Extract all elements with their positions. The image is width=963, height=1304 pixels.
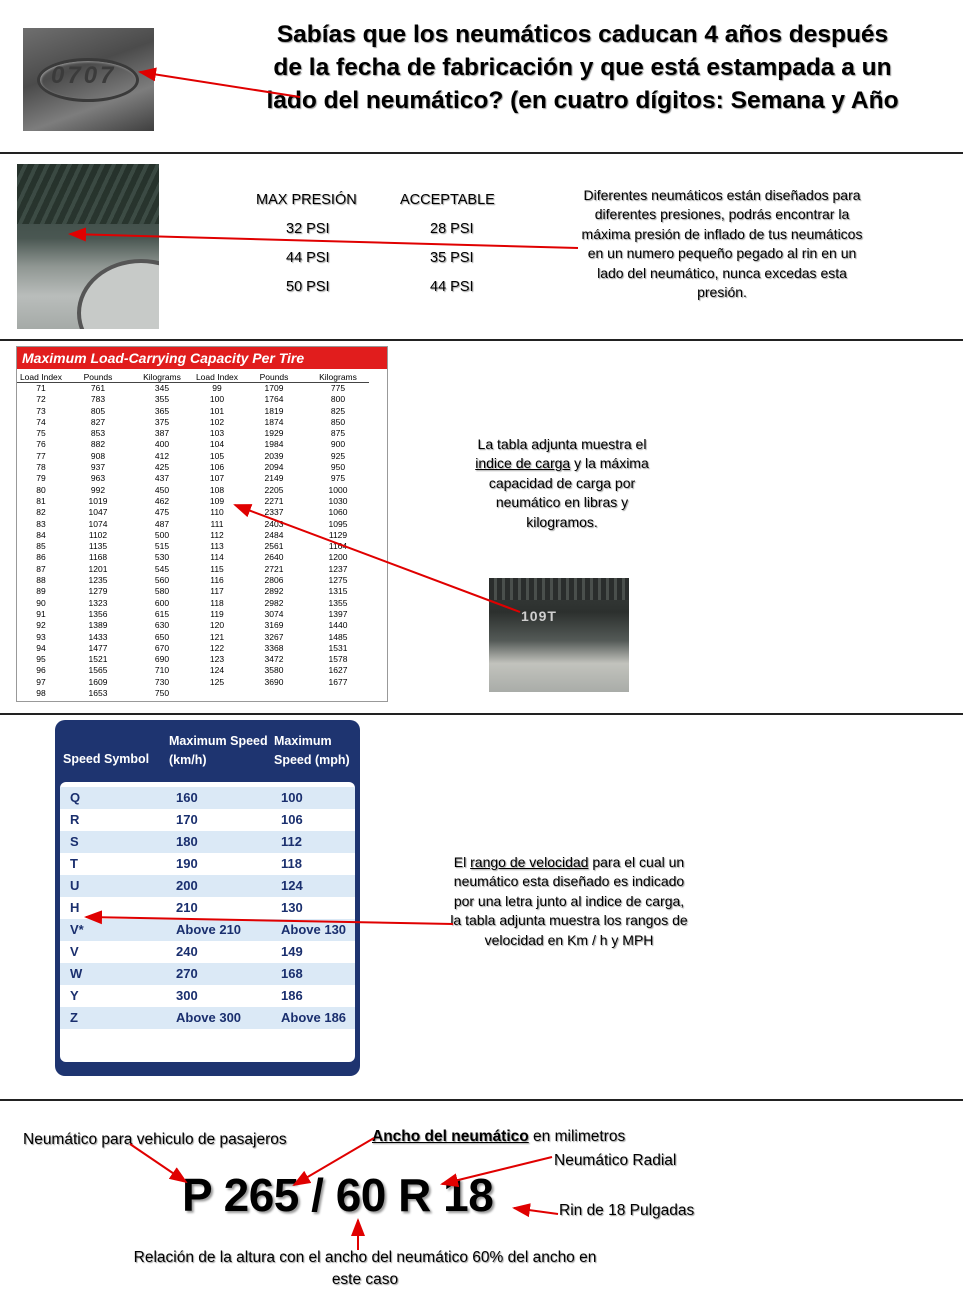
load-table-cell: 937 bbox=[90, 462, 106, 473]
load-table-cell: 412 bbox=[154, 450, 170, 461]
load-table-cell: 487 bbox=[154, 518, 170, 529]
speed-kmh-cell: 240 bbox=[176, 944, 198, 959]
load-table-cell: 3580 bbox=[264, 665, 284, 676]
load-table-row bbox=[17, 552, 369, 563]
load-table-cell: 800 bbox=[330, 394, 346, 405]
load-table-cell: 2561 bbox=[264, 541, 284, 552]
load-table-cell: 750 bbox=[154, 688, 170, 699]
pressure-acc-3: 44 PSI bbox=[430, 279, 474, 295]
load-table-row bbox=[17, 394, 369, 405]
load-index-link: indice de carga bbox=[475, 455, 571, 472]
speed-kmh-cell: 190 bbox=[176, 856, 198, 871]
speed-note-pre: El bbox=[453, 854, 471, 870]
load-table-row bbox=[17, 462, 369, 473]
load-table-cell: 783 bbox=[90, 394, 106, 405]
load-table-cell bbox=[307, 688, 369, 699]
speed-header-kmh: Maximum Speed (km/h) bbox=[169, 734, 268, 767]
load-table-row bbox=[17, 586, 369, 597]
width-link: Ancho del neumático bbox=[372, 1128, 529, 1145]
load-table-cell: 1531 bbox=[328, 642, 348, 653]
speed-mph-cell: 100 bbox=[281, 790, 303, 805]
load-table-cell: 825 bbox=[330, 405, 346, 416]
speed-mph-cell: 130 bbox=[281, 900, 303, 915]
load-table-cell: 2337 bbox=[264, 507, 284, 518]
load-table-cell: 71 bbox=[36, 383, 46, 393]
speed-kmh-cell: 160 bbox=[176, 790, 198, 805]
load-table-cell: 107 bbox=[209, 473, 225, 484]
load-table-cell: 630 bbox=[154, 620, 170, 631]
load-table-cell: 1929 bbox=[264, 428, 284, 439]
speed-table-row bbox=[60, 853, 355, 875]
load-table-cell: 1323 bbox=[88, 597, 108, 608]
load-table-cell: 1677 bbox=[328, 676, 348, 687]
load-table-cell: 2892 bbox=[264, 586, 284, 597]
load-table-cell: 450 bbox=[154, 484, 170, 495]
tire-size-code: P 265 / 60 R 18 bbox=[182, 1169, 494, 1221]
speed-symbol-cell: V bbox=[70, 944, 79, 959]
load-table-cell: 1129 bbox=[328, 529, 348, 540]
speed-mph-cell: 168 bbox=[281, 966, 303, 981]
speed-table-row bbox=[60, 1007, 355, 1029]
load-table-cell: 875 bbox=[330, 428, 346, 439]
expiry-title: Sabías que los neumáticos caducan 4 años después de la fecha de fabricación y que está estampada a un lado del neumático? (en cuatro dígitos: Semana y Año bbox=[266, 21, 899, 114]
speed-table-row bbox=[60, 897, 355, 919]
load-table-cell: 1389 bbox=[88, 620, 108, 631]
load-table-row bbox=[17, 677, 369, 688]
load-table-row bbox=[17, 507, 369, 518]
load-table-cell: 75 bbox=[36, 428, 46, 439]
speed-header-symbol: Speed Symbol bbox=[63, 752, 150, 766]
load-table-cell: 111 bbox=[210, 518, 224, 529]
load-table-cell: 425 bbox=[154, 462, 170, 473]
load-table-cell: 1578 bbox=[328, 654, 348, 665]
load-table-cell: 730 bbox=[154, 676, 170, 687]
load-table-cell: 118 bbox=[210, 597, 224, 608]
load-table-row bbox=[17, 417, 369, 428]
load-table-row bbox=[17, 519, 369, 530]
load-column-header: Load Index bbox=[17, 372, 65, 383]
load-table-cell: 113 bbox=[210, 541, 224, 552]
load-table-cell: 615 bbox=[154, 608, 170, 619]
load-table-cell: 1275 bbox=[328, 575, 348, 586]
load-table-cell: 94 bbox=[36, 642, 46, 653]
load-table-cell: 1164 bbox=[328, 541, 348, 552]
load-table-cell: 76 bbox=[36, 439, 46, 450]
load-table-row bbox=[17, 383, 369, 395]
load-table-cell: 73 bbox=[36, 405, 46, 416]
speed-kmh-cell: 200 bbox=[176, 878, 198, 893]
load-table-cell: 1356 bbox=[88, 608, 108, 619]
load-table-cell: 74 bbox=[36, 416, 46, 427]
speed-table-row bbox=[60, 963, 355, 985]
load-table-cell: 462 bbox=[154, 495, 170, 506]
load-table-cell: 95 bbox=[36, 654, 46, 665]
load-table-cell: 117 bbox=[210, 586, 224, 597]
load-table-row bbox=[17, 654, 369, 665]
load-table-cell: 1477 bbox=[88, 642, 108, 653]
pressure-header-max: MAX PRESIÓN bbox=[256, 192, 357, 208]
load-stamp-text: 109T bbox=[521, 608, 557, 624]
load-table-cell: 1237 bbox=[328, 563, 348, 574]
speed-range-link: rango de velocidad bbox=[470, 854, 589, 870]
speed-header-mph: Maximum Speed (mph) bbox=[274, 734, 350, 767]
speed-symbol-cell: Z bbox=[70, 1010, 78, 1025]
load-table-cell: 2271 bbox=[264, 495, 284, 506]
load-table-cell: 1397 bbox=[328, 608, 348, 619]
width-label bbox=[372, 1128, 625, 1146]
load-table-cell: 882 bbox=[90, 439, 106, 450]
pressure-max-3: 50 PSI bbox=[286, 279, 330, 295]
load-table-cell: 1047 bbox=[88, 507, 108, 518]
load-table-cell: 775 bbox=[330, 383, 346, 393]
tire-date-photo bbox=[23, 28, 154, 131]
rim-label: Rin de 18 Pulgadas bbox=[559, 1202, 695, 1219]
radial-label: Neumático Radial bbox=[554, 1152, 677, 1169]
load-table-row bbox=[17, 428, 369, 439]
load-table-cell: 1874 bbox=[264, 416, 284, 427]
speed-table-row bbox=[60, 831, 355, 853]
load-table-cell: 3267 bbox=[264, 631, 284, 642]
load-table-cell: 365 bbox=[154, 405, 170, 416]
load-table-cell: 1095 bbox=[328, 518, 348, 529]
load-table-cell: 437 bbox=[154, 473, 170, 484]
load-table-cell: 3368 bbox=[264, 642, 284, 653]
load-table-cell: 83 bbox=[36, 518, 46, 529]
speed-table-row bbox=[60, 985, 355, 1007]
load-table-cell: 121 bbox=[209, 631, 225, 642]
speed-symbol-cell: V* bbox=[70, 922, 84, 937]
speed-symbol-cell: R bbox=[70, 812, 80, 827]
load-table-cell: 1565 bbox=[88, 665, 108, 676]
load-table-cell: 387 bbox=[154, 428, 170, 439]
speed-note-post: para el cual un neumático esta diseñado es indicado por una letra junto al indice de carga, la tabla adjunta muestra los rangos de velocidad en Km / h y MPH bbox=[450, 854, 688, 948]
load-table-cell: 1709 bbox=[264, 383, 284, 393]
load-table-cell: 1279 bbox=[88, 586, 108, 597]
load-table-cell: 2640 bbox=[264, 552, 284, 563]
load-table-row bbox=[17, 609, 369, 620]
passenger-label: Neumático para vehiculo de pasajeros bbox=[23, 1131, 287, 1148]
speed-mph-cell: Above 130 bbox=[281, 922, 347, 937]
load-table-cell: 119 bbox=[210, 608, 224, 619]
load-column-header: Kilograms bbox=[131, 372, 193, 383]
load-table-cell: 1201 bbox=[88, 563, 108, 574]
load-column-header: Kilograms bbox=[307, 372, 369, 383]
pressure-note: Diferentes neumáticos están diseñados para diferentes presiones, podrás encontrar la máxima presión de inflado de tus neumáticos en un numero pequeño pegado al rin en un lado del neumático, nunca excedas esta presión. bbox=[581, 187, 863, 301]
speed-table-row bbox=[60, 875, 355, 897]
load-table-cell: 2484 bbox=[264, 529, 284, 540]
load-table-cell: 1521 bbox=[88, 654, 108, 665]
load-table-cell: 99 bbox=[212, 383, 222, 393]
load-table-cell: 84 bbox=[36, 529, 46, 540]
load-table-cell: 2149 bbox=[264, 473, 284, 484]
load-table-cell: 500 bbox=[154, 529, 170, 540]
load-table-cell: 355 bbox=[154, 394, 170, 405]
load-table-cell: 2094 bbox=[264, 462, 284, 473]
load-table-cell: 92 bbox=[36, 620, 46, 631]
width-post: en milimetros bbox=[528, 1128, 626, 1145]
load-table-row bbox=[17, 473, 369, 484]
load-table-cell: 1060 bbox=[328, 507, 348, 518]
load-table-cell: 580 bbox=[154, 586, 170, 597]
speed-table-row bbox=[60, 787, 355, 809]
load-table-cell: 104 bbox=[209, 439, 225, 450]
load-table-row bbox=[17, 496, 369, 507]
load-table-cell: 72 bbox=[36, 394, 46, 405]
load-table-cell: 1019 bbox=[88, 495, 108, 506]
speed-table-header bbox=[55, 720, 360, 780]
load-table-cell: 900 bbox=[330, 439, 346, 450]
load-table-row bbox=[17, 632, 369, 643]
load-table-cell: 88 bbox=[36, 575, 46, 586]
load-table-row bbox=[17, 598, 369, 609]
load-table-row bbox=[17, 575, 369, 586]
date-stamp-text: 0707 bbox=[51, 62, 117, 89]
speed-table-row bbox=[60, 919, 355, 941]
speed-table-row bbox=[60, 809, 355, 831]
load-table-cell: 853 bbox=[90, 428, 106, 439]
load-table-cell: 375 bbox=[154, 416, 170, 427]
load-table-cell bbox=[193, 688, 241, 699]
load-table-cell: 103 bbox=[209, 428, 225, 439]
load-table-cell: 908 bbox=[90, 450, 106, 461]
load-table-cell: 827 bbox=[90, 416, 106, 427]
load-table-cell: 86 bbox=[36, 552, 46, 563]
speed-mph-cell: 112 bbox=[281, 834, 302, 849]
speed-note bbox=[450, 853, 688, 950]
load-table-cell: 101 bbox=[209, 405, 225, 416]
load-table-cell: 125 bbox=[209, 676, 225, 687]
speed-symbol-cell: W bbox=[70, 966, 83, 981]
load-table-cell: 3169 bbox=[264, 620, 284, 631]
load-note-post: y la máxima capacidad de carga por neumático en libras y kilogramos. bbox=[488, 455, 649, 530]
load-table-cell: 950 bbox=[330, 462, 346, 473]
load-table-cell: 109 bbox=[209, 495, 225, 506]
load-table-cell: 530 bbox=[154, 552, 170, 563]
load-table-cell: 108 bbox=[209, 484, 225, 495]
load-table-cell: 82 bbox=[36, 507, 46, 518]
load-table-row bbox=[17, 439, 369, 450]
load-table-cell: 805 bbox=[90, 405, 106, 416]
load-table-cell: 123 bbox=[209, 654, 225, 665]
load-table-cell bbox=[241, 688, 307, 699]
load-table-cell: 89 bbox=[36, 586, 46, 597]
load-table-cell: 761 bbox=[90, 383, 106, 393]
load-table-cell: 1764 bbox=[264, 394, 284, 405]
load-table-row bbox=[17, 530, 369, 541]
load-table-cell: 2039 bbox=[264, 450, 284, 461]
load-table-cell: 560 bbox=[154, 575, 170, 586]
load-table-row bbox=[17, 485, 369, 496]
load-table-cell: 115 bbox=[210, 563, 224, 574]
load-table-cell: 116 bbox=[210, 575, 224, 586]
pressure-max-1: 32 PSI bbox=[286, 221, 330, 237]
load-table-cell: 100 bbox=[209, 394, 225, 405]
load-table-cell: 1135 bbox=[88, 541, 108, 552]
load-table-cell: 2205 bbox=[264, 484, 284, 495]
load-table-row bbox=[17, 541, 369, 552]
load-table-row bbox=[17, 643, 369, 654]
load-column-header: Pounds bbox=[65, 372, 131, 383]
load-table-cell: 1168 bbox=[88, 552, 108, 563]
speed-mph-cell: 186 bbox=[281, 988, 303, 1003]
load-table-cell: 93 bbox=[36, 631, 46, 642]
speed-symbol-cell: U bbox=[70, 878, 80, 893]
speed-symbol-cell: S bbox=[70, 834, 79, 849]
load-table-cell: 400 bbox=[154, 439, 170, 450]
load-table bbox=[17, 372, 369, 699]
speed-symbol-cell: T bbox=[70, 856, 78, 871]
load-table-cell: 3074 bbox=[264, 608, 284, 619]
load-table-cell: 114 bbox=[210, 552, 224, 563]
pressure-max-2: 44 PSI bbox=[286, 250, 330, 266]
load-table-cell: 91 bbox=[36, 608, 46, 619]
load-table-cell: 3472 bbox=[264, 654, 284, 665]
load-table-cell: 992 bbox=[90, 484, 106, 495]
load-table-cell: 345 bbox=[154, 383, 170, 393]
load-table-cell: 1433 bbox=[88, 631, 108, 642]
load-table-cell: 1609 bbox=[88, 676, 108, 687]
load-note bbox=[462, 435, 662, 532]
speed-symbol-cell: Y bbox=[70, 988, 79, 1003]
load-table-cell: 102 bbox=[209, 416, 225, 427]
load-table-cell: 98 bbox=[36, 688, 46, 699]
load-table-cell: 97 bbox=[36, 676, 46, 687]
load-table-cell: 3690 bbox=[264, 676, 284, 687]
load-table-cell: 710 bbox=[154, 665, 170, 676]
load-table-cell: 1074 bbox=[88, 518, 108, 529]
speed-kmh-cell: Above 210 bbox=[176, 922, 242, 937]
load-table-cell: 1102 bbox=[88, 529, 108, 540]
load-table-cell: 1984 bbox=[264, 439, 284, 450]
load-table-cell: 475 bbox=[154, 507, 170, 518]
speed-table-row bbox=[60, 941, 355, 963]
load-table-cell: 77 bbox=[36, 450, 46, 461]
speed-mph-cell: 106 bbox=[281, 812, 303, 827]
speed-kmh-cell: 270 bbox=[176, 966, 198, 981]
speed-kmh-cell: 210 bbox=[176, 900, 198, 915]
load-table-cell: 1235 bbox=[88, 575, 108, 586]
load-table-cell: 120 bbox=[209, 620, 225, 631]
speed-mph-cell: 118 bbox=[281, 856, 302, 871]
pressure-acc-2: 35 PSI bbox=[430, 250, 474, 266]
load-note-pre: La tabla adjunta muestra el bbox=[477, 436, 647, 452]
speed-kmh-cell: 180 bbox=[176, 834, 198, 849]
load-table-cell: 1627 bbox=[328, 665, 348, 676]
load-table-cell: 124 bbox=[209, 665, 225, 676]
load-table-cell: 690 bbox=[154, 654, 170, 665]
load-table-title: Maximum Load-Carrying Capacity Per Tire bbox=[17, 347, 387, 369]
tire-sidewall-photo bbox=[17, 164, 159, 329]
speed-mph-cell: 124 bbox=[281, 878, 303, 893]
speed-kmh-cell: 170 bbox=[176, 812, 198, 827]
load-table-cell: 2806 bbox=[264, 575, 284, 586]
load-table-row bbox=[17, 665, 369, 676]
load-table-cell: 1315 bbox=[328, 586, 348, 597]
load-table-cell: 85 bbox=[36, 541, 46, 552]
speed-table-body bbox=[60, 782, 355, 1062]
load-capacity-table bbox=[16, 346, 388, 702]
load-table-cell: 78 bbox=[36, 462, 46, 473]
load-column-header: Pounds bbox=[241, 372, 307, 383]
load-table-cell: 81 bbox=[36, 495, 46, 506]
ratio-label: Relación de la altura con el ancho del neumático 60% del ancho en este caso bbox=[133, 1249, 597, 1288]
arrow-passenger bbox=[130, 1144, 186, 1182]
speed-symbol-cell: Q bbox=[70, 790, 81, 805]
speed-kmh-cell: 300 bbox=[176, 988, 198, 1003]
speed-mph-cell: 149 bbox=[281, 944, 303, 959]
load-table-row bbox=[17, 620, 369, 631]
load-table-row bbox=[17, 406, 369, 417]
speed-kmh-cell: Above 300 bbox=[176, 1010, 242, 1025]
load-table-cell: 1819 bbox=[264, 405, 284, 416]
load-table-cell: 79 bbox=[36, 473, 46, 484]
load-table-cell: 87 bbox=[36, 563, 46, 574]
speed-mph-cell: Above 186 bbox=[281, 1010, 347, 1025]
tire-load-photo bbox=[489, 578, 629, 692]
load-table-cell: 2403 bbox=[264, 518, 284, 529]
load-table-cell: 1653 bbox=[88, 688, 108, 699]
load-table-cell: 96 bbox=[36, 665, 46, 676]
load-table-cell: 963 bbox=[90, 473, 106, 484]
load-table-cell: 1440 bbox=[328, 620, 348, 631]
load-table-cell: 850 bbox=[330, 416, 346, 427]
load-table-cell: 2982 bbox=[264, 597, 284, 608]
load-table-cell: 1030 bbox=[328, 495, 348, 506]
load-table-cell: 1000 bbox=[328, 484, 348, 495]
load-table-row bbox=[17, 564, 369, 575]
speed-symbol-cell: H bbox=[70, 900, 80, 915]
load-table-row bbox=[17, 451, 369, 462]
load-table-cell: 80 bbox=[36, 484, 46, 495]
load-table-cell: 670 bbox=[154, 642, 170, 653]
load-table-cell: 1200 bbox=[328, 552, 348, 563]
pressure-header-acceptable: ACCEPTABLE bbox=[400, 192, 495, 208]
load-table-cell: 925 bbox=[330, 450, 346, 461]
load-table-cell: 600 bbox=[154, 597, 170, 608]
load-table-cell: 105 bbox=[209, 450, 225, 461]
load-table-cell: 112 bbox=[210, 529, 224, 540]
load-table-cell: 2721 bbox=[264, 563, 284, 574]
load-table-cell: 1485 bbox=[328, 631, 348, 642]
pressure-acc-1: 28 PSI bbox=[430, 221, 474, 237]
load-table-row bbox=[17, 688, 369, 699]
arrow-rim bbox=[514, 1208, 558, 1214]
speed-rating-table bbox=[55, 720, 360, 1076]
load-table-cell: 110 bbox=[210, 507, 224, 518]
load-table-cell: 106 bbox=[209, 462, 225, 473]
load-column-header: Load Index bbox=[193, 372, 241, 383]
load-table-cell: 545 bbox=[154, 563, 170, 574]
load-table-cell: 515 bbox=[154, 541, 170, 552]
load-table-cell: 122 bbox=[209, 642, 225, 653]
load-table-cell: 650 bbox=[154, 631, 170, 642]
load-table-cell: 1355 bbox=[328, 597, 348, 608]
load-table-cell: 975 bbox=[330, 473, 346, 484]
load-table-cell: 90 bbox=[36, 597, 46, 608]
